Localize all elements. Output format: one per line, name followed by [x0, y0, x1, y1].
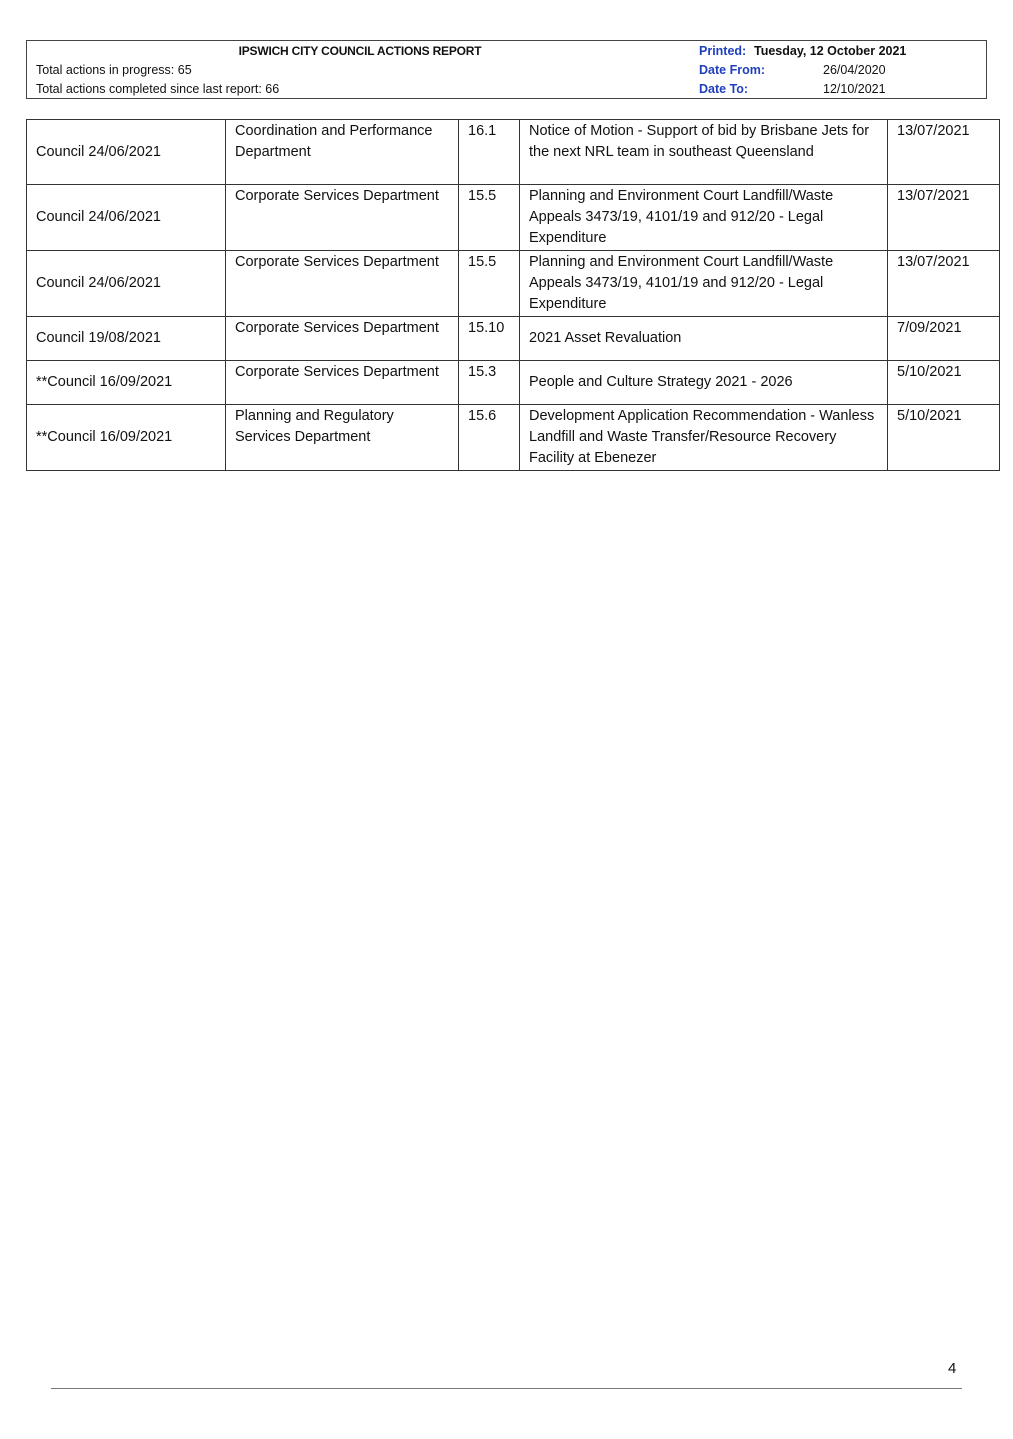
item-number-cell: 15.5 — [459, 251, 520, 317]
action-title-cell: 2021 Asset Revaluation — [520, 317, 888, 361]
action-title-cell: People and Culture Strategy 2021 - 2026 — [520, 361, 888, 405]
meeting-cell: Council 24/06/2021 — [27, 120, 226, 185]
meeting-cell: **Council 16/09/2021 — [27, 361, 226, 405]
item-number-cell: 15.10 — [459, 317, 520, 361]
date-from-label: Date From: — [699, 63, 765, 77]
printed-value: Tuesday, 12 October 2021 — [754, 44, 907, 58]
date-to-value: 12/10/2021 — [823, 82, 886, 96]
footer-divider — [51, 1388, 962, 1389]
due-date-cell: 7/09/2021 — [888, 317, 1000, 361]
department-cell: Corporate Services Department — [226, 251, 459, 317]
meeting-cell: Council 24/06/2021 — [27, 251, 226, 317]
actions-in-progress: Total actions in progress: 65 — [36, 63, 192, 77]
item-number-cell: 15.5 — [459, 185, 520, 251]
meeting-cell: Council 24/06/2021 — [27, 185, 226, 251]
due-date-cell: 13/07/2021 — [888, 120, 1000, 185]
date-to-label: Date To: — [699, 82, 749, 96]
action-title-cell: Notice of Motion - Support of bid by Brisbane Jets for the next NRL team in southeast Queensland — [520, 120, 888, 185]
item-number-cell: 15.3 — [459, 361, 520, 405]
meeting-cell: **Council 16/09/2021 — [27, 405, 226, 471]
department-cell: Planning and Regulatory Services Department — [226, 405, 459, 471]
action-title-cell: Planning and Environment Court Landfill/Waste Appeals 3473/19, 4101/19 and 912/20 - Legal Expenditure — [520, 251, 888, 317]
report-title: IPSWICH CITY COUNCIL ACTIONS REPORT — [238, 44, 482, 58]
item-number-cell: 15.6 — [459, 405, 520, 471]
page-number: 4 — [948, 1360, 957, 1377]
actions-completed: Total actions completed since last report: 66 — [36, 82, 280, 96]
table-row — [27, 361, 1000, 405]
meeting-cell: Council 19/08/2021 — [27, 317, 226, 361]
due-date-cell: 5/10/2021 — [888, 405, 1000, 471]
due-date-cell: 13/07/2021 — [888, 251, 1000, 317]
table-row — [27, 120, 1000, 185]
action-title-cell: Development Application Recommendation - Wanless Landfill and Waste Transfer/Resource Recovery Facility at Ebenezer — [520, 405, 888, 471]
actions-table — [26, 119, 1000, 471]
report-header — [26, 40, 987, 99]
table-row — [27, 405, 1000, 471]
table-row — [27, 251, 1000, 317]
action-title-cell: Planning and Environment Court Landfill/Waste Appeals 3473/19, 4101/19 and 912/20 - Legal Expenditure — [520, 185, 888, 251]
department-cell: Corporate Services Department — [226, 361, 459, 405]
table-row — [27, 317, 1000, 361]
date-from-value: 26/04/2020 — [823, 63, 886, 77]
department-cell: Coordination and Performance Department — [226, 120, 459, 185]
due-date-cell: 5/10/2021 — [888, 361, 1000, 405]
department-cell: Corporate Services Department — [226, 185, 459, 251]
printed-label: Printed: — [699, 44, 747, 58]
department-cell: Corporate Services Department — [226, 317, 459, 361]
due-date-cell: 13/07/2021 — [888, 185, 1000, 251]
table-row — [27, 185, 1000, 251]
item-number-cell: 16.1 — [459, 120, 520, 185]
